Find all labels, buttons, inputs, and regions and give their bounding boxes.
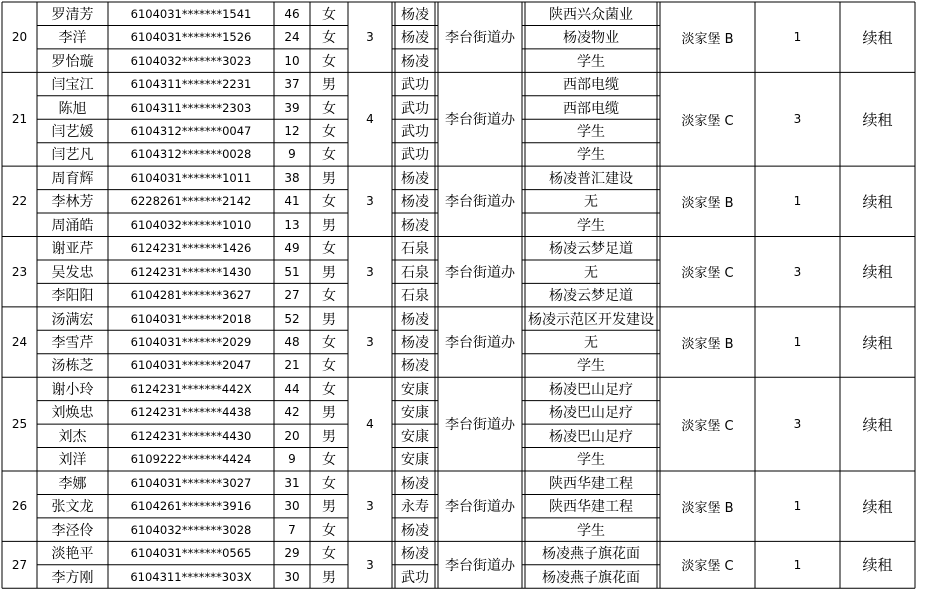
group-index: 27 xyxy=(11,557,28,572)
member-gender: 男 xyxy=(322,428,336,445)
member-id-number: 6104031*******2018 xyxy=(130,311,252,326)
group-index: 21 xyxy=(11,112,28,127)
member-workplace: 杨凌巴山足疗 xyxy=(549,381,633,398)
room-count: 3 xyxy=(793,112,802,127)
member-name: 刘杰 xyxy=(58,428,87,445)
member-gender: 女 xyxy=(322,147,336,164)
member-age: 30 xyxy=(284,569,300,584)
member-hukou: 杨凌 xyxy=(401,522,429,539)
member-name: 李方刚 xyxy=(51,569,94,586)
member-age: 31 xyxy=(284,475,300,490)
member-hukou: 石泉 xyxy=(401,241,429,258)
member-hukou: 杨凌 xyxy=(401,53,429,70)
member-name: 罗清芳 xyxy=(51,6,94,23)
member-name: 刘焕忠 xyxy=(51,405,94,422)
member-workplace: 杨凌燕子旗花面 xyxy=(542,569,640,586)
lease-type: 续租 xyxy=(862,110,893,129)
member-gender: 男 xyxy=(322,77,336,94)
household-size: 3 xyxy=(366,194,374,209)
member-id-number: 6109222*******4424 xyxy=(130,452,252,467)
member-gender: 女 xyxy=(322,358,336,375)
member-workplace: 杨凌物业 xyxy=(563,30,619,47)
member-age: 30 xyxy=(284,499,300,514)
estate-building: 淡家堡 B xyxy=(681,336,734,352)
member-workplace: 陕西华建工程 xyxy=(549,475,633,492)
member-hukou: 永寿 xyxy=(401,499,429,516)
street-office: 李台街道办 xyxy=(445,264,515,281)
estate-building: 淡家堡 B xyxy=(681,31,734,47)
member-id-number: 6104031*******1541 xyxy=(130,6,252,21)
member-id-number: 6104032*******1010 xyxy=(130,217,252,232)
member-age: 24 xyxy=(284,30,300,45)
member-name: 张文龙 xyxy=(51,499,94,516)
member-id-number: 6124231*******1430 xyxy=(130,264,252,279)
member-name: 淡艳平 xyxy=(51,546,94,563)
member-hukou: 杨凌 xyxy=(401,6,429,23)
member-name: 罗怡璇 xyxy=(51,53,94,70)
lease-type: 续租 xyxy=(862,263,893,282)
member-age: 7 xyxy=(288,522,296,537)
member-gender: 男 xyxy=(322,311,336,328)
room-count: 3 xyxy=(793,417,802,432)
member-hukou: 武功 xyxy=(401,100,429,117)
member-age: 27 xyxy=(284,288,300,303)
member-age: 37 xyxy=(284,77,300,92)
lease-type: 续租 xyxy=(862,28,893,47)
street-office: 李台街道办 xyxy=(445,30,515,47)
member-hukou: 杨凌 xyxy=(401,217,429,234)
member-name: 李娜 xyxy=(58,475,87,492)
room-count: 1 xyxy=(793,499,802,514)
member-gender: 男 xyxy=(322,217,336,234)
room-count: 1 xyxy=(793,30,802,45)
member-hukou: 杨凌 xyxy=(401,546,429,563)
member-gender: 男 xyxy=(322,170,336,187)
member-workplace: 无 xyxy=(584,335,598,352)
member-gender: 女 xyxy=(322,475,336,492)
street-office: 李台街道办 xyxy=(445,112,515,129)
member-gender: 女 xyxy=(322,288,336,305)
member-id-number: 6104311*******2303 xyxy=(130,100,252,115)
member-workplace: 学生 xyxy=(577,217,605,234)
member-name: 周育辉 xyxy=(51,170,94,187)
room-count: 1 xyxy=(793,557,802,572)
member-id-number: 6104281*******3627 xyxy=(130,288,252,303)
member-name: 闫宝江 xyxy=(51,77,94,94)
member-workplace: 杨凌巴山足疗 xyxy=(549,405,633,422)
member-name: 李雪芹 xyxy=(51,335,94,352)
street-office: 李台街道办 xyxy=(445,417,515,434)
member-workplace: 西部电缆 xyxy=(563,100,619,117)
group-index: 20 xyxy=(11,30,28,45)
member-gender: 女 xyxy=(322,194,336,211)
member-name: 闫艺媛 xyxy=(51,123,94,140)
member-age: 21 xyxy=(284,358,300,373)
member-workplace: 杨凌普汇建设 xyxy=(549,170,633,187)
member-workplace: 西部电缆 xyxy=(563,77,619,94)
member-id-number: 6124231*******1426 xyxy=(130,241,252,256)
member-workplace: 学生 xyxy=(577,53,605,70)
member-hukou: 安康 xyxy=(401,405,429,422)
member-id-number: 6124231*******442X xyxy=(130,381,252,396)
room-count: 3 xyxy=(793,264,802,279)
member-age: 46 xyxy=(284,6,300,21)
household-size: 3 xyxy=(366,499,374,514)
member-workplace: 杨凌云梦足道 xyxy=(549,241,633,258)
member-name: 李泾伶 xyxy=(51,522,94,539)
member-gender: 男 xyxy=(322,499,336,516)
member-id-number: 6104261*******3916 xyxy=(130,499,252,514)
member-hukou: 安康 xyxy=(401,381,429,398)
group-index: 26 xyxy=(11,499,28,514)
member-gender: 男 xyxy=(322,569,336,586)
member-age: 42 xyxy=(284,405,300,420)
member-gender: 女 xyxy=(322,335,336,352)
member-gender: 女 xyxy=(322,522,336,539)
member-workplace: 无 xyxy=(584,194,598,211)
member-age: 39 xyxy=(284,100,300,115)
member-hukou: 杨凌 xyxy=(401,475,429,492)
member-age: 20 xyxy=(284,428,300,443)
household-size: 4 xyxy=(366,112,374,127)
member-age: 10 xyxy=(284,53,300,68)
street-office: 李台街道办 xyxy=(445,557,515,574)
member-gender: 女 xyxy=(322,241,336,258)
member-gender: 男 xyxy=(322,405,336,422)
estate-building: 淡家堡 C xyxy=(681,418,734,434)
member-age: 41 xyxy=(284,194,300,209)
member-name: 李阳阳 xyxy=(51,288,94,305)
member-id-number: 6104031*******0565 xyxy=(130,546,252,561)
member-age: 52 xyxy=(284,311,300,326)
member-workplace: 陕西兴众菌业 xyxy=(549,6,633,23)
household-size: 4 xyxy=(366,417,374,432)
member-hukou: 武功 xyxy=(401,147,429,164)
estate-building: 淡家堡 C xyxy=(681,113,734,129)
member-id-number: 6124231*******4438 xyxy=(130,405,252,420)
member-age: 49 xyxy=(284,241,300,256)
member-workplace: 学生 xyxy=(577,147,605,164)
member-hukou: 杨凌 xyxy=(401,30,429,47)
estate-building: 淡家堡 B xyxy=(681,195,734,211)
member-id-number: 6104032*******3028 xyxy=(130,522,252,537)
member-id-number: 6104031*******3027 xyxy=(130,475,252,490)
member-hukou: 安康 xyxy=(401,428,429,445)
member-name: 李洋 xyxy=(58,30,87,47)
member-age: 12 xyxy=(284,123,300,138)
member-name: 周涌皓 xyxy=(51,217,94,234)
member-hukou: 杨凌 xyxy=(401,311,429,328)
member-name: 闫艺凡 xyxy=(51,147,94,164)
member-hukou: 安康 xyxy=(401,452,429,469)
member-hukou: 石泉 xyxy=(401,264,429,281)
member-age: 48 xyxy=(284,335,300,350)
member-gender: 女 xyxy=(322,546,336,563)
member-age: 44 xyxy=(284,381,300,396)
member-hukou: 杨凌 xyxy=(401,194,429,211)
member-age: 9 xyxy=(288,147,296,162)
lease-type: 续租 xyxy=(862,556,893,575)
member-hukou: 杨凌 xyxy=(401,335,429,352)
group-index: 22 xyxy=(11,194,28,209)
street-office: 李台街道办 xyxy=(445,499,515,516)
member-age: 51 xyxy=(284,264,300,279)
room-count: 1 xyxy=(793,335,802,350)
member-id-number: 6104031*******1526 xyxy=(130,30,252,45)
member-age: 13 xyxy=(284,217,300,232)
member-age: 29 xyxy=(284,546,300,561)
member-hukou: 杨凌 xyxy=(401,170,429,187)
member-workplace: 学生 xyxy=(577,452,605,469)
group-index: 24 xyxy=(11,335,28,350)
member-id-number: 6104031*******2029 xyxy=(130,335,252,350)
member-name: 谢小玲 xyxy=(51,381,94,398)
member-gender: 女 xyxy=(322,100,336,117)
member-workplace: 无 xyxy=(584,264,598,281)
lease-type: 续租 xyxy=(862,192,893,211)
member-hukou: 武功 xyxy=(401,569,429,586)
member-name: 汤满宏 xyxy=(51,311,94,328)
member-name: 吴发忠 xyxy=(51,264,94,281)
member-id-number: 6104311*******303X xyxy=(130,569,252,584)
member-workplace: 学生 xyxy=(577,522,605,539)
household-size: 3 xyxy=(366,30,374,45)
group-index: 23 xyxy=(11,264,28,279)
member-hukou: 武功 xyxy=(401,77,429,94)
member-id-number: 6104031*******1011 xyxy=(130,170,252,185)
member-gender: 女 xyxy=(322,452,336,469)
household-size: 3 xyxy=(366,264,374,279)
group-index: 25 xyxy=(11,417,28,432)
member-id-number: 6104031*******2047 xyxy=(130,358,252,373)
member-gender: 女 xyxy=(322,381,336,398)
member-hukou: 武功 xyxy=(401,123,429,140)
estate-building: 淡家堡 B xyxy=(681,500,734,516)
member-gender: 男 xyxy=(322,264,336,281)
member-gender: 女 xyxy=(322,30,336,47)
member-name: 汤栋芝 xyxy=(51,358,94,375)
member-age: 9 xyxy=(288,452,296,467)
member-gender: 女 xyxy=(322,53,336,70)
member-hukou: 石泉 xyxy=(401,288,429,305)
member-name: 谢亚芹 xyxy=(51,241,94,258)
household-size: 3 xyxy=(366,335,374,350)
estate-building: 淡家堡 C xyxy=(681,559,734,575)
member-workplace: 陕西华建工程 xyxy=(549,499,633,516)
member-workplace: 杨凌云梦足道 xyxy=(549,288,633,305)
member-id-number: 6104032*******3023 xyxy=(130,53,252,68)
member-id-number: 6228261*******2142 xyxy=(130,194,252,209)
member-hukou: 杨凌 xyxy=(401,358,429,375)
lease-type: 续租 xyxy=(862,333,893,352)
member-workplace: 杨凌巴山足疗 xyxy=(549,428,633,445)
member-age: 38 xyxy=(284,170,300,185)
member-name: 李林芳 xyxy=(51,194,94,211)
member-gender: 女 xyxy=(322,6,336,23)
member-workplace: 杨凌示范区开发建设 xyxy=(528,311,654,328)
estate-building: 淡家堡 C xyxy=(681,266,734,282)
member-id-number: 6104311*******2231 xyxy=(130,77,252,92)
member-workplace: 学生 xyxy=(577,123,605,140)
member-workplace: 杨凌燕子旗花面 xyxy=(542,546,640,563)
street-office: 李台街道办 xyxy=(445,335,515,352)
member-id-number: 6104312*******0028 xyxy=(130,147,252,162)
member-id-number: 6104312*******0047 xyxy=(130,123,252,138)
room-count: 1 xyxy=(793,194,802,209)
member-id-number: 6124231*******4430 xyxy=(130,428,252,443)
member-workplace: 学生 xyxy=(577,358,605,375)
household-size: 3 xyxy=(366,557,374,572)
street-office: 李台街道办 xyxy=(445,194,515,211)
member-name: 刘洋 xyxy=(58,452,87,469)
lease-type: 续租 xyxy=(862,497,893,516)
member-gender: 女 xyxy=(322,123,336,140)
lease-type: 续租 xyxy=(862,415,893,434)
member-name: 陈旭 xyxy=(58,100,87,117)
